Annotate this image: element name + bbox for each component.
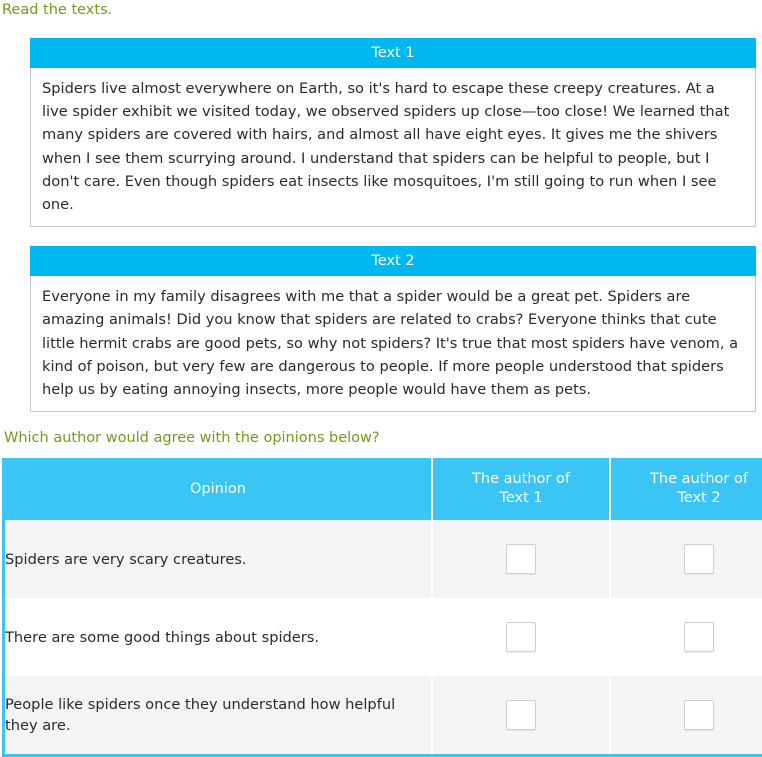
checkbox-row-3-author-2[interactable] bbox=[684, 700, 714, 730]
passage-text-1 bbox=[30, 38, 756, 227]
column-header-opinion: Opinion bbox=[4, 458, 433, 520]
cell-row-2-author-1 bbox=[432, 598, 610, 676]
column-header-author-text-1-line1: The author of bbox=[472, 471, 570, 487]
column-header-author-text-2-line1: The author of bbox=[650, 471, 748, 487]
cell-row-1-author-2 bbox=[610, 520, 762, 598]
table-row bbox=[4, 520, 762, 598]
column-header-author-text-2 bbox=[610, 458, 762, 520]
passage-text-2 bbox=[30, 246, 756, 412]
opinion-table-body bbox=[4, 520, 762, 756]
opinion-label-3: People like spiders once they understand how helpful they are. bbox=[4, 676, 433, 756]
opinion-table bbox=[2, 458, 762, 757]
passage-2-title: Text 2 bbox=[30, 246, 756, 276]
passage-2-body: Everyone in my family disagrees with me that a spider would be a great pet. Spiders are amazing animals! Did you know that spiders are related to crabs? Everyone thinks that cute little hermit crabs are good pets, so why not spiders? It's true that most spiders have venom, a kind of poison, but very few are dangerous to people. If more people understood that spiders help us by eating annoying insects, more people would have them as pets. bbox=[30, 276, 756, 412]
passage-1-body: Spiders live almost everywhere on Earth, so it's hard to escape these creepy creatures. At a live spider exhibit we visited today, we observed spiders up close—too close! We learned that many spiders are covered with hairs, and almost all have eight eyes. It gives me the shivers when I see them scurrying around. I understand that spiders can be helpful to people, but I don't care. Even though spiders eat insects like mosquitoes, I'm still going to run when I see one. bbox=[30, 68, 756, 227]
checkbox-row-1-author-1[interactable] bbox=[506, 544, 536, 574]
checkbox-row-3-author-1[interactable] bbox=[506, 700, 536, 730]
column-header-author-text-1-line2: Text 1 bbox=[499, 490, 542, 506]
column-header-author-text-1 bbox=[432, 458, 610, 520]
opinion-label-2: There are some good things about spiders. bbox=[4, 598, 433, 676]
opinion-label-1: Spiders are very scary creatures. bbox=[4, 520, 433, 598]
table-row bbox=[4, 598, 762, 676]
opinion-table-container bbox=[0, 447, 762, 757]
checkbox-row-2-author-2[interactable] bbox=[684, 622, 714, 652]
passages-container bbox=[0, 38, 762, 412]
checkbox-row-1-author-2[interactable] bbox=[684, 544, 714, 574]
cell-row-3-author-1 bbox=[432, 676, 610, 756]
table-header-row bbox=[4, 458, 762, 520]
table-row bbox=[4, 676, 762, 756]
question-container bbox=[0, 412, 762, 447]
opinion-table-head bbox=[4, 458, 762, 520]
cell-row-2-author-2 bbox=[610, 598, 762, 676]
passage-1-title: Text 1 bbox=[30, 38, 756, 68]
cell-row-1-author-1 bbox=[432, 520, 610, 598]
instruction-read-texts: Read the texts. bbox=[0, 0, 762, 19]
instruction-question: Which author would agree with the opinions below? bbox=[2, 429, 762, 447]
column-header-author-text-2-line2: Text 2 bbox=[677, 490, 720, 506]
cell-row-3-author-2 bbox=[610, 676, 762, 756]
checkbox-row-2-author-1[interactable] bbox=[506, 622, 536, 652]
